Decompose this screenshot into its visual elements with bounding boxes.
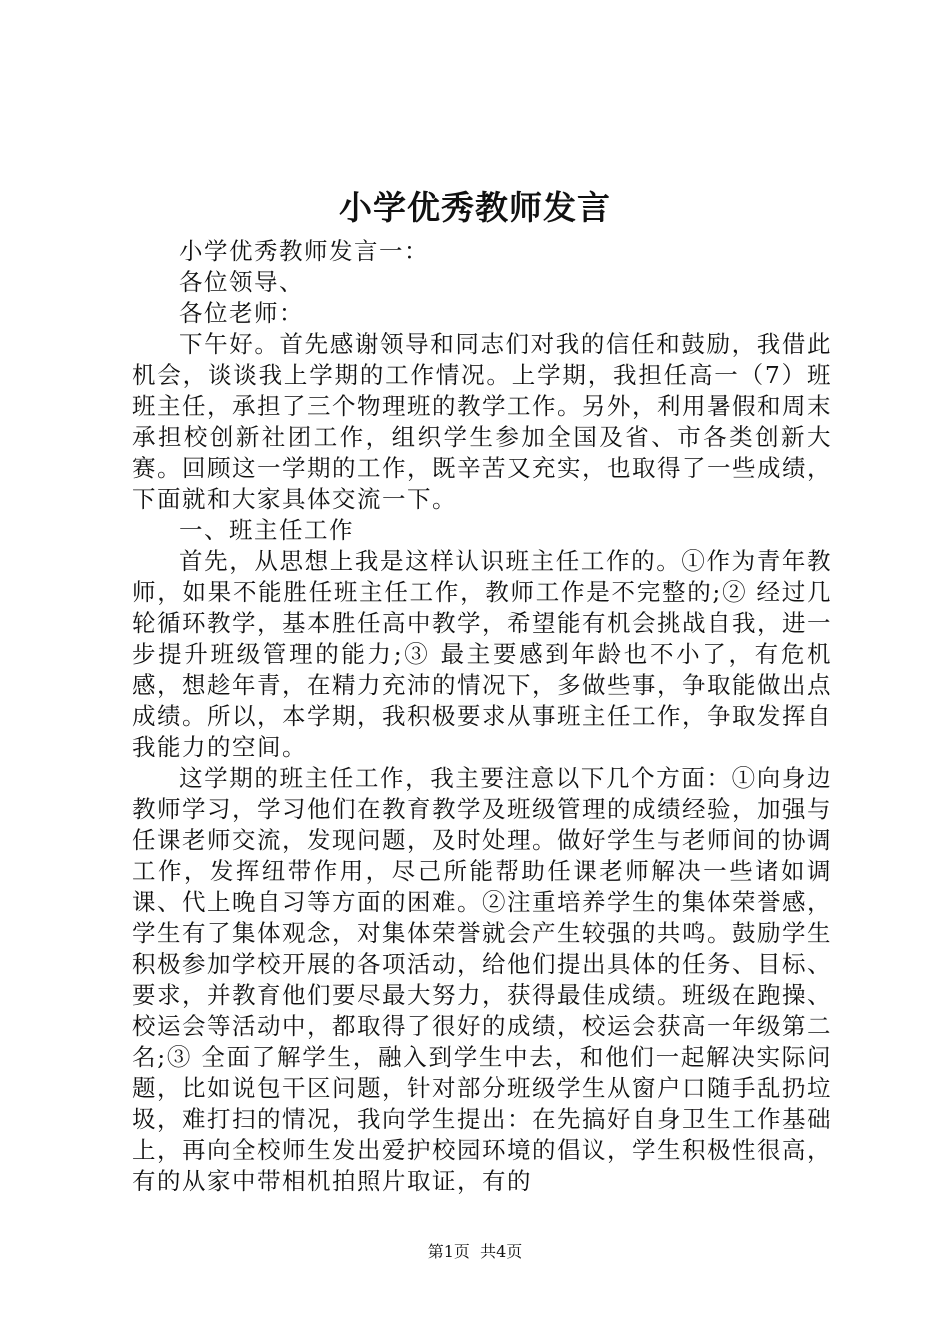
- document-body: [132, 236, 832, 1197]
- paragraph-section-heading: 一、班主任工作: [179, 516, 354, 544]
- paragraph-heading: 小学优秀教师发言一：: [179, 237, 429, 265]
- paragraph-work-details: 这学期的班主任工作，我主要注意以下几个方面：①向身边教师学习，学习他们在教育教学及班级管理的成绩经验，加强与任课老师交流，发现问题，及时处理。做好学生与老师间的协调工作，发挥纽带作用，尽己所能帮助任课老师解决一些诸如调课、代上晚自习等方面的困难。②注重培养学生的集体荣誉感，学生有了集体观念，对集体荣誉就会产生较强的共鸣。鼓励学生积极参加学校开展的各项活动，给他们提出具体的任务、目标、要求，并教育他们要尽最大努力，获得最佳成绩。班级在跑操、校运会等活动中，都取得了很好的成绩，校运会获高一年级第二名;③ 全面了解学生，融入到学生中去，和他们一起解决实际问题，比如说包干区问题，针对部分班级学生从窗户口随手乱扔垃圾，难打扫的情况，我向学生提出：在先搞好自身卫生工作基础上，再向全校师生发出爱护校园环境的倡议，学生积极性很高，有的从家中带相机拍照片取证，有的: [132, 764, 832, 1195]
- document-title: 小学优秀教师发言: [339, 188, 611, 227]
- paragraph-intro: 下午好。首先感谢领导和同志们对我的信任和鼓励，我借此机会，谈谈我上学期的工作情况。上学期，我担任高一（7）班班主任，承担了三个物理班的教学工作。另外，利用暑假和周末承担校创新社团工作，组织学生参加全国及省、市各类创新大赛。回顾这一学期的工作，既辛苦又充实，也取得了一些成绩，下面就和大家具体交流一下。: [132, 330, 832, 513]
- paragraph-thoughts: 首先，从思想上我是这样认识班主任工作的。①作为青年教师，如果不能胜任班主任工作，教师工作是不完整的;② 经过几轮循环教学，基本胜任高中教学，希望能有机会挑战自我，进一步提升班级管理的能力;③ 最主要感到年龄也不小了，有危机感，想趁年青，在精力充沛的情况下，多做些事，争取能做出点成绩。所以，本学期，我积极要求从事班主任工作，争取发挥自我能力的空间。: [132, 547, 832, 761]
- paragraph-salutation-leaders: 各位领导、: [179, 268, 304, 296]
- paragraph-salutation-teachers: 各位老师：: [179, 299, 304, 327]
- page-number-footer: 第1页 共4页: [427, 1242, 523, 1261]
